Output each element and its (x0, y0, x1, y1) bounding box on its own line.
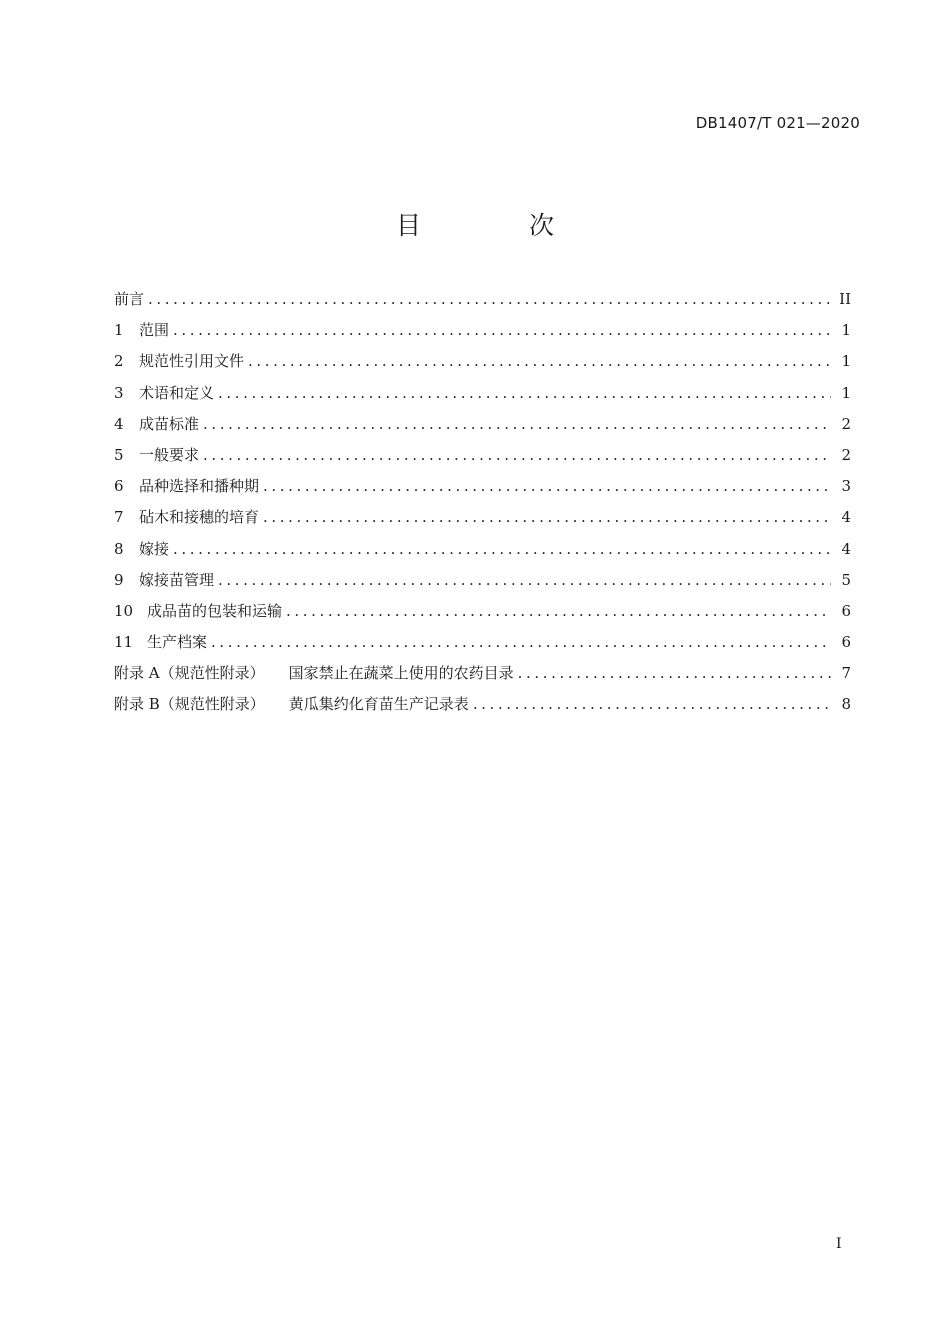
toc-entry-11[interactable] (114, 627, 851, 658)
toc-entry-label: 嫁接 (139, 539, 170, 558)
toc-entry-3[interactable] (114, 378, 851, 409)
toc-leader-dots (248, 346, 831, 377)
toc-entry-page: 2 (841, 414, 851, 433)
toc-entry-number: 4 (114, 414, 124, 433)
toc-leader-dots (173, 534, 831, 565)
toc-entry-label: 规范性引用文件 (139, 352, 245, 371)
toc-leader-dots (286, 596, 831, 627)
toc-appendix-tag: 附录 A（规范性附录） (114, 664, 265, 683)
toc-entry-label: 嫁接苗管理 (139, 570, 215, 589)
toc-entry-number: 1 (114, 321, 124, 340)
toc-leader-dots (203, 409, 831, 440)
toc-leader-dots (518, 658, 831, 689)
toc-leader-dots (211, 627, 831, 658)
toc-entry-appendix-a[interactable] (114, 658, 851, 689)
toc-entry-2[interactable] (114, 346, 851, 377)
toc-entry-number: 3 (114, 383, 124, 402)
toc-entry-label: 术语和定义 (139, 383, 215, 402)
toc-entry-page: 7 (841, 664, 851, 683)
toc-entry-page: II (839, 290, 851, 308)
toc-entry-5[interactable] (114, 440, 851, 471)
toc-entry-label: 品种选择和播种期 (139, 477, 260, 496)
table-of-contents (114, 284, 851, 721)
toc-entry-number: 9 (114, 570, 124, 589)
toc-entry-number: 2 (114, 352, 124, 371)
toc-entry-number: 6 (114, 477, 124, 496)
toc-entry-label: 生产档案 (147, 633, 208, 652)
toc-entry-page: 8 (841, 695, 851, 714)
toc-entry-page: 5 (841, 570, 851, 589)
toc-entry-label: 成苗标准 (139, 414, 200, 433)
toc-appendix-tag: 附录 B（规范性附录） (114, 695, 265, 714)
toc-entry-label: 一般要求 (139, 445, 200, 464)
toc-entry-page: 4 (841, 508, 851, 527)
toc-leader-dots (263, 471, 831, 502)
toc-entry-6[interactable] (114, 471, 851, 502)
toc-leader-dots (473, 689, 831, 720)
toc-entry-number: 10 (114, 601, 134, 620)
toc-entry-page: 3 (841, 477, 851, 496)
toc-entry-label: 成品苗的包装和运输 (147, 601, 283, 620)
toc-entry-page: 6 (841, 633, 851, 652)
toc-leader-dots (203, 440, 831, 471)
toc-entry-4[interactable] (114, 409, 851, 440)
toc-entry-page: 4 (841, 539, 851, 558)
toc-leader-dots (218, 378, 831, 409)
toc-entry-8[interactable] (114, 534, 851, 565)
toc-entry-page: 1 (841, 321, 851, 340)
toc-entry-label: 前言 (114, 290, 145, 308)
toc-entry-1[interactable] (114, 315, 851, 346)
toc-entry-page: 2 (841, 445, 851, 464)
toc-entry-7[interactable] (114, 502, 851, 533)
toc-entry-label: 国家禁止在蔬菜上使用的农药目录 (288, 664, 514, 683)
toc-leader-dots (148, 284, 831, 315)
toc-entry-page: 1 (841, 383, 851, 402)
page-number: I (836, 1236, 842, 1252)
toc-entry-preface[interactable] (114, 284, 851, 315)
toc-entry-number: 5 (114, 445, 124, 464)
toc-entry-appendix-b[interactable] (114, 689, 851, 720)
toc-entry-page: 1 (841, 352, 851, 371)
toc-entry-label: 范围 (139, 321, 170, 340)
toc-leader-dots (173, 315, 831, 346)
toc-entry-page: 6 (841, 601, 851, 620)
toc-entry-number: 7 (114, 508, 124, 527)
toc-entry-9[interactable] (114, 565, 851, 596)
toc-title: 目 次 (396, 211, 604, 240)
toc-leader-dots (263, 502, 831, 533)
toc-leader-dots (218, 565, 831, 596)
toc-entry-number: 11 (114, 633, 134, 652)
toc-entry-label: 黄瓜集约化育苗生产记录表 (288, 695, 469, 714)
toc-entry-number: 8 (114, 539, 124, 558)
document-code: DB1407/T 021—2020 (695, 114, 860, 132)
toc-entry-10[interactable] (114, 596, 851, 627)
toc-entry-label: 砧木和接穗的培育 (139, 508, 260, 527)
